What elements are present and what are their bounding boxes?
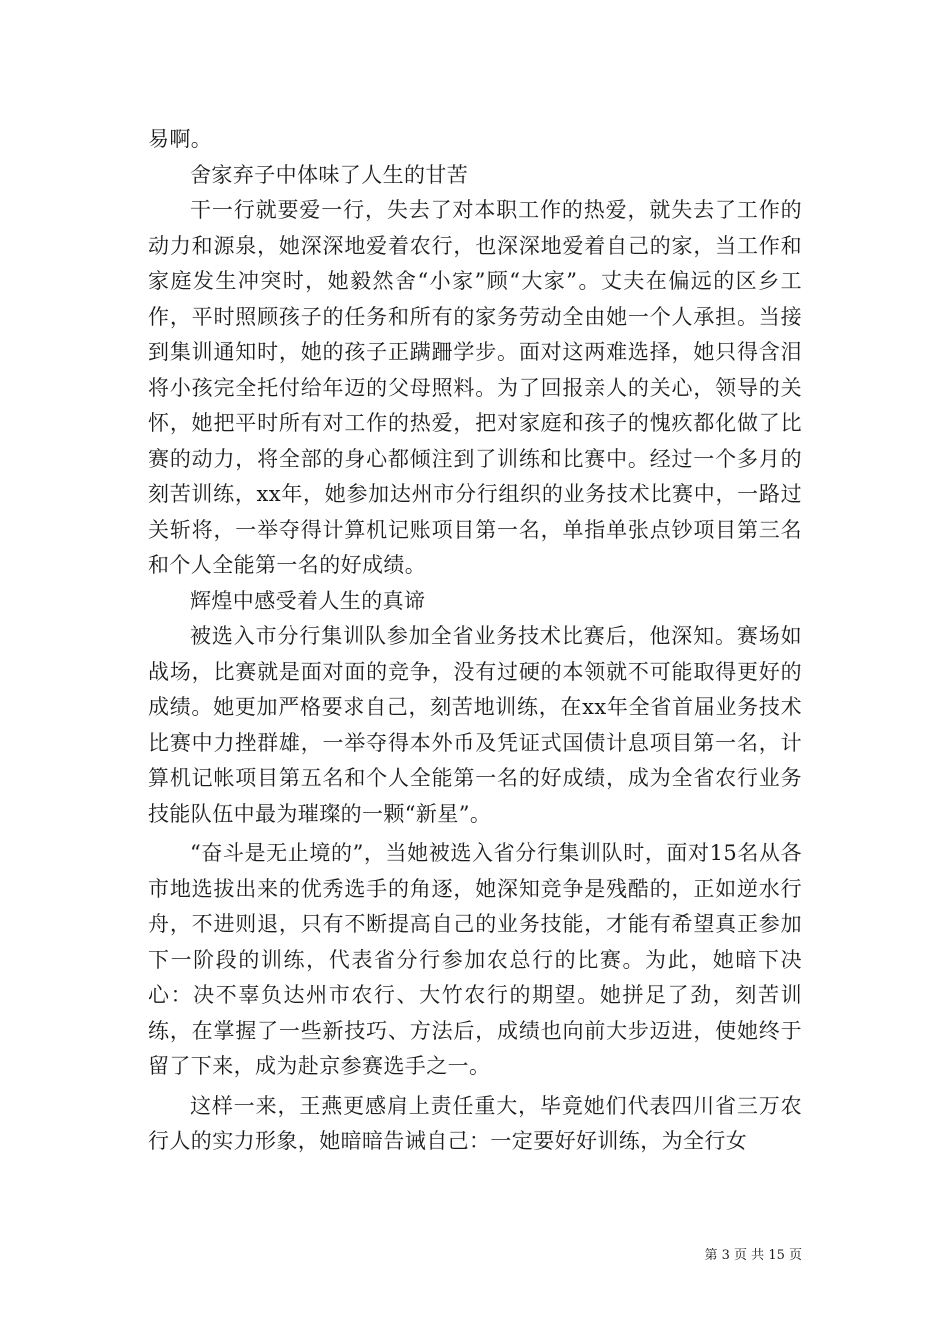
section-heading: 舍家弃子中体味了人生的甘苦 (190, 162, 469, 187)
continuation-paragraph: 易啊。 (148, 127, 213, 151)
body-paragraph: 被选入市分行集训队参加全省业务技术比赛后，他深知。赛场如战场，比赛就是面对面的竞争，没有过硬的本领就不可能取得更好的成绩。她更加严格要求自己，刻苦地训练，在xx年全省首届业务技术比赛中力挫群雄，一举夺得本外币及凭证式国债计息项目第一名，计算机记帐项目第五名和个人全能第一名的好成绩，成为全省农行业务技能队伍中最为璀璨的一颗“新星”。 (148, 624, 802, 826)
document-body (148, 122, 802, 1160)
page-number: 第 3 页 共 15 页 (704, 1248, 802, 1263)
body-paragraph: “奋斗是无止境的”，当她被选入省分行集训队时，面对15名从各市地选拔出来的优秀选手的角逐，她深知竞争是残酷的，正如逆水行舟，不进则退，只有不断提高自己的业务技能，才能有希望真正参加下一阶段的训练，代表省分行参加农总行的比赛。为此，她暗下决心：决不辜负达州市农行、大竹农行的期望。她拼足了劲，刻苦训练，在掌握了一些新技巧、方法后，成绩也向前大步迈进，使她终于留了下来，成为赴京参赛选手之一。 (148, 841, 802, 1078)
body-paragraph: 这样一来，王燕更感肩上责任重大，毕竟她们代表四川省三万农行人的实力形象，她暗暗告诫自己：一定要好好训练，为全行女 (148, 1093, 802, 1153)
section-heading: 辉煌中感受着人生的真谛 (190, 588, 426, 613)
body-paragraph: 干一行就要爱一行，失去了对本职工作的热爱，就失去了工作的动力和源泉，她深深地爱着农行，也深深地爱着自己的家，当工作和家庭发生冲突时，她毅然舍“小家”顾“大家”。丈夫在偏远的区乡工作，平时照顾孩子的任务和所有的家务劳动全由她一个人承担。当接到集训通知时，她的孩子正蹒跚学步。面对这两难选择，她只得含泪将小孩完全托付给年迈的父母照料。为了回报亲人的关心，领导的关怀，她把平时所有对工作的热爱，把对家庭和孩子的愧疚都化做了比赛的动力，将全部的身心都倾注到了训练和比赛中。经过一个多月的刻苦训练，xx年，她参加达州市分行组织的业务技术比赛中，一路过关斩将，一举夺得计算机记账项目第一名，单指单张点钞项目第三名和个人全能第一名的好成绩。 (148, 198, 802, 577)
